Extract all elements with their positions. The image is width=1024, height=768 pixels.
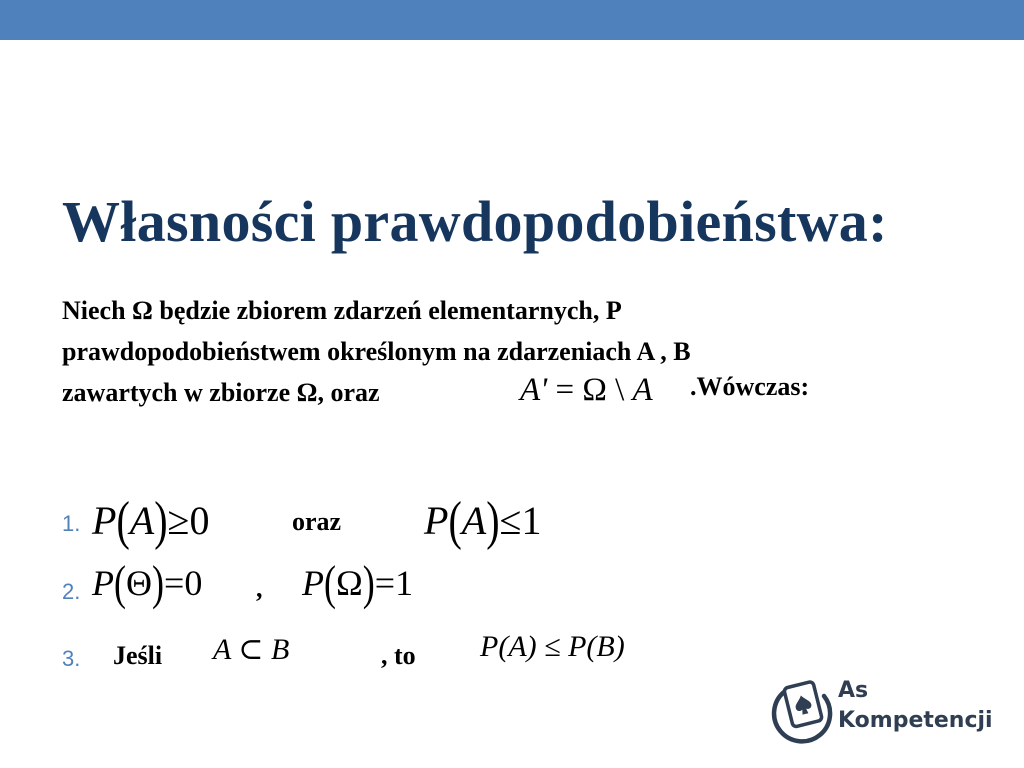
- subset-relation: ⊂: [238, 633, 264, 666]
- set-b: B: [270, 633, 290, 666]
- intro-line-1: Niech Ω będzie zbiorem zdarzeń elementarnych, P: [62, 296, 622, 325]
- connector-to: , to: [381, 641, 416, 670]
- paren-close: ): [486, 490, 500, 551]
- as-kompetencji-logo: [770, 674, 1000, 744]
- connector-oraz: oraz: [292, 507, 342, 536]
- list-number-3: 3.: [62, 646, 81, 671]
- formula-item-2b: [302, 556, 414, 610]
- paren-open: (: [116, 490, 130, 551]
- logo-text: [838, 676, 993, 736]
- value: 0: [189, 498, 210, 543]
- slide-title: Własności prawdopodobieństwa:: [62, 189, 888, 254]
- formula-lhs: A': [520, 372, 548, 408]
- paren-close: ): [362, 556, 375, 610]
- formula-setminus: \: [615, 372, 625, 408]
- relation: ≤: [499, 498, 522, 543]
- logo-line-2: Kompetencji: [838, 708, 993, 733]
- formula-item-1b: [424, 490, 542, 551]
- value: 0: [184, 563, 203, 603]
- logo-line-1: As: [838, 678, 869, 703]
- paren-open: (: [114, 556, 126, 610]
- paren-open: (: [324, 556, 336, 610]
- prob-symbol: P: [92, 498, 117, 543]
- relation: =: [164, 563, 185, 603]
- formula-item-2a: [92, 556, 203, 610]
- formula-monotonicity: P(A) ≤ P(B): [480, 630, 625, 663]
- prob-arg: A: [129, 498, 155, 543]
- prob-arg: A: [461, 498, 487, 543]
- complement-formula: [520, 372, 653, 409]
- prob-arg: Θ: [126, 563, 152, 603]
- prob-arg: Ω: [336, 563, 363, 603]
- relation: ≥: [167, 498, 190, 543]
- paren-open: (: [448, 490, 462, 551]
- list-number-1: 1.: [62, 511, 81, 536]
- set-a: A: [213, 633, 231, 666]
- formula-item-1a: [92, 490, 210, 551]
- intro-line-3: zawartych w zbiorze Ω, oraz: [62, 378, 380, 407]
- formula-subset: [213, 632, 289, 667]
- list-number-2: 2.: [62, 579, 81, 604]
- formula-equals: =: [555, 372, 575, 408]
- prob-symbol: P: [302, 563, 324, 603]
- intro-line-2: prawdopodobieństwem określonym na zdarzeniach A , B: [62, 337, 691, 366]
- formula-rhs: A: [632, 372, 653, 408]
- prob-symbol: P: [92, 563, 114, 603]
- paren-close: ): [152, 556, 164, 610]
- top-accent-bar: [0, 0, 1024, 40]
- word-jesli: Jeśli: [113, 641, 163, 670]
- prob-symbol: P: [424, 498, 449, 543]
- paren-close: ): [154, 490, 168, 551]
- connector-comma: ,: [256, 574, 263, 603]
- spade-card-ring-icon: [770, 674, 836, 744]
- relation: =: [374, 563, 396, 603]
- intro-tail: .Wówczas:: [690, 372, 810, 401]
- formula-omega: Ω: [582, 372, 607, 408]
- value: 1: [395, 563, 414, 603]
- value: 1: [521, 498, 542, 543]
